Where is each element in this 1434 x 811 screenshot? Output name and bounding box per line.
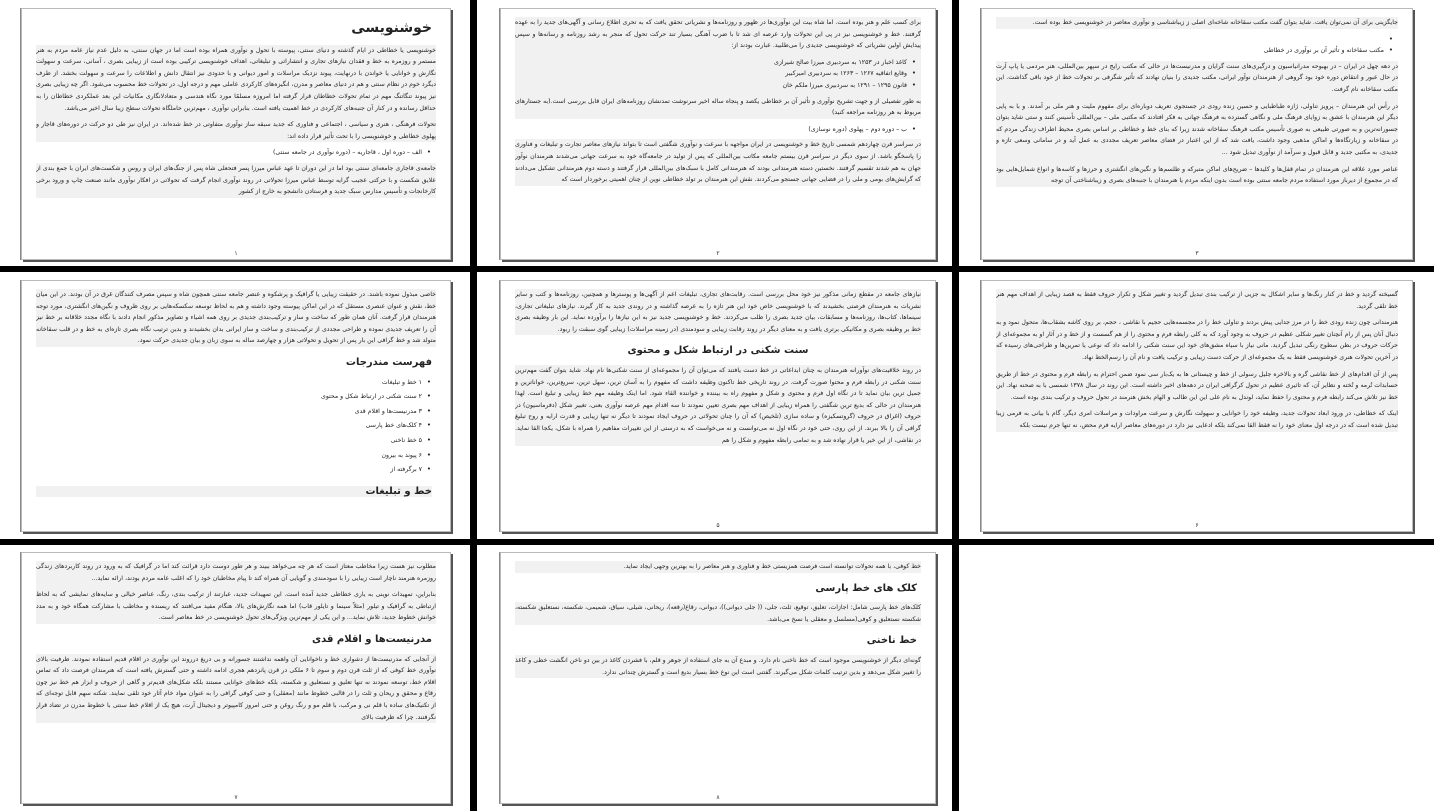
list-item: • الف – دوره اول ، قاجاریه – (دوره نوآوری در جامعه سنتی) <box>36 147 422 159</box>
paragraph: خاصی مبذول نموده باشند. در حقیقت زیبایی یا گرافیک و پرشکوه و عنصر جامعه سنتی همچون شاه و سپس مصرف کنندگان غرق در آن بودند. در این میان خط، نقش و عنوان عنصری مستقل که در این اماکن پیوسته وجود داشته و هم به لحاظ توسعه سکسکه‌هایی بر روی ظروف و نگین‌های انگشتری، مورد توجه هنرمندان قرار گرفت. آنان همان طور که ساخت و ساز و ترکیب‌بندی جدیدی بر روی همه اشیاء و تصاویر مذکور انجام دادند با نگاه مجدد خلاقانه بر خط نیز آن را تعریف جدیدی نموده و طراحی مجددی از ترکیب‌بندی و ساخت و ساز ایرانی بدان بخشیدند و بدین ترتیب نگاه بصری تازه‌ای به خط و در قلب سقاخانه متولد شد و خط گرافی این بار پس از تحویل و تحولاتی هزار و چهارصد ساله به سوی زبان و بیان جدیدی حرکت نمود. <box>36 291 436 345</box>
page-number: ۸ <box>716 794 720 801</box>
toc-item[interactable]: • ۲ سنت شکنی در ارتباط شکل و محتوی <box>36 391 422 403</box>
paragraph: گسیخته گردید و خط در کنار رنگ‌ها و سایر اشکال به جزیی از ترکیب بندی تبدیل گردید و تغییر شکل و تکرار حروف فقط به قصد زیبایی از اهداف مهم هنر خط تلقی گردید. <box>996 291 1398 310</box>
list-item: • کاغذ اخبار در ۱۲۵۳ به سردبیری میرزا صالح شیرازی <box>515 57 907 69</box>
grid-divider-v1 <box>470 0 477 811</box>
section-heading: خط و تبلیغات <box>36 486 432 498</box>
document-page-6 <box>981 280 1413 532</box>
toc-item[interactable]: • ۶ پیوند به بیرون <box>36 450 422 462</box>
paragraph: در روند خلاقیت‌های نوآورانه هنرمندان به چنان ابداعاتی در خط دست یافتند که می‌توان آن را مجموعه‌ای از سنت شکنی‌ها نام نهاد. شاید بتوان گفت مهم‌ترین سنت شکنی در رابطه فرم و محتوا صورت گرفت. در روند تاریخی خط تاکنون وظیفه داشت که مفهوم را به آسان ترین، سهل ترین، سریع‌ترین، خواناترین و جمیل ترین بیان نماید تا در نگاه اول فرم و محتوی و شکل و مفهوم راه به بیننده و خواننده القاء شود. اما اینک وظیفه مهم خط زیبایی و تبلیغ است. لهذا هنرمندان در حالی که بدیع ترین شگفتی را همراه زیبایی از اهداف مهم بصری تعیین نمودند تا سه اقدام مهم عرصه نوآوری بعنی، تغییر شکل (دفرماسیون) در حروف (اغراق در حروف (گروتسکیزه) و ساده سازی (تلخیص) که آن را چنان تحولاتی در حروف ایجاد نمودند تا دیگر نه تنها زیبایی و قدرت ارایه و روح تبلیغ گرافی آن را بالا ببرند. از این روی، حتی خود در نگاه اول نه می‌توانست و نه می‌خواست که به درستی از این تغییرات مفاهیم را همراه با شکل، یکجا القا نماید. در نقاشی، از این خیر یا قرار نهاده شد و به تمامی رابطه مفهوم و شکل را هم <box>515 366 921 444</box>
page-number: ۱ <box>234 250 238 257</box>
document-page-5 <box>500 280 936 532</box>
list-item: • وقایع اتفاقیه ۱۲۶۷ – ۱۲۶۳ به سردبیری امیرکبیر <box>515 68 907 80</box>
paragraph: تحولات فرهنگی ، هنری و سیاسی ، اجتماعی و فناوری که جدید سبقه ساز نوآوری متفاوتی در خط شده‌اند. در ایران نیز طی دو حرکت در دوره‌های قاجار و پهلوی خطاطی و خوشنویسی را با تحت تأثیر قرار داده اند: <box>36 121 436 140</box>
section-heading: خط ناخنی <box>866 635 917 647</box>
grid-divider-v2 <box>952 0 959 811</box>
paragraph: خط کوفی، با همه تحولات توانسته است فرصت همزیستی خط و فناوری و هنر معاصر را به بهترین وجهی ایجاد نماید. <box>623 563 921 570</box>
toc-item[interactable]: • ۵ خط ناخنی <box>36 435 422 447</box>
toc-title: فهرست مندرجات <box>345 356 432 368</box>
grid-divider-h1 <box>0 266 1434 272</box>
paragraph: جایگزینی برای آن نمی‌توان یافت. شاید بتوان گفت مکتب سقاخانه شاخه‌ای اصلی ز زیباشناسی و نوآوری معاصر در خوشنویسی خط بوده است. <box>1032 19 1398 26</box>
toc-item[interactable]: • ۳ مدرنیست‌ها و اقلام قدی <box>36 406 422 418</box>
document-page-2 <box>500 8 936 260</box>
document-page-7 <box>21 552 451 804</box>
grid-divider-h2 <box>0 539 1434 545</box>
list-item: • قانون ۱۲۹۵ – ۱۲۹۱ به سردبیری میرزا ملکم خان <box>515 80 907 92</box>
section-heading: مدرنیست‌ها و اقلام قدی <box>311 633 432 645</box>
table-of-contents <box>36 377 436 476</box>
page-title: خوشنویسی <box>351 20 432 36</box>
page-number: ۲ <box>716 250 720 257</box>
paragraph: بنابراین، تمهیدات نوینی به یاری خطاطی جدید آمده است. این تمهیدات جدید، عبارتند از ترکیب بندی، رنگ، عناصر خیالی و سایه‌های نمایشی که به لحاظ ارتباطی به گرافیک و تیلور (مثلاً سینما و تایلور قاب) اما همه نگارش‌های بالا، هنگام مفید می‌افتند که ریسنده و مخاطب با مشارکت همگاه خود و به مدد خوانش خطوط جدید، تلاش نماید... و این یکی از مهم‌ترین ویژگی‌های تحول خوشنویسی در خط معاصر است. <box>36 591 436 622</box>
paragraph: نیازهای جامعه در مقطع زمانی مذکور نیز خود محل بررسی است. رقابت‌های تجاری، تبلیغات اعم از آگهی‌ها و پوسترها و همچنین، روزنامه‌ها و کتب و سایر نشریات به هنرمندان فرصتی بخشیدند که با خوشنویسی خاص خود این هنر تازه را به عرصه گذاشته و در روندی جدید به کار گیرند. نیازهای تبلیغاتی تجاری، سینماها، کتاب‌ها، روزنامه‌ها و مسابقات، بیان جدید بصری را طلب می‌کردند. خط و خوشنویسی جدید نیز به این نیازها را برآورده نماید. این بار وظیفه بصری خط بر وظیفه بصری و مکانیکی برتری یافت و به معنای دیگر در روند رقابت زیبایی و سودمندی (در زمینه مراسلات) زیبایی گوی سبقت را ربود. <box>515 291 921 333</box>
paragraph: کلک‌های خط پارسی شامل: اجازات، تعلیق، توقیع، ثلث، جلی، (( جلی دیوانی))، دیوانی، رقاع(رقعه)، ریحانی، شیلی، سیاق، شمیمی، شکسته، نستعلیق شکسته، شکسته نستعلیق و کوفی(مسلسل و معقلی یا نسخ می‌باشد. <box>515 604 921 623</box>
paragraph: در دهه چهل در ایران – در بهبوحه مدرانیاسیون و درگیری‌های سنت گرایان و مدرنیست‌ها در حالی که مکتب رایج در سپهر بین‌المللی، هنر مردمی یا پاپ آرت در حال عبور و انتقاض دوره خود بود گروهی از هنرمندان نوآور ایرانی، مکتب جدیدی را بنیان نهادند که تأثیر شگرفی بر تحولات خط از خود باقی گذاشت. این مکتب سقاخانه نام گرفت. <box>996 62 1398 93</box>
paragraph: به طور تفصیلی از و جهت تشریح نوآوری و تأثیر آن بر خطاطی یکصد و پنجاه ساله اخیر سرنوشت تمدنشان روزنامه‌های ایران قابل بررسی است.(به جستارهای مربوط به هر روزنامه مراجعه کنید) <box>515 97 921 117</box>
list-item: • ب – دوره دوم – پهلوی (دوره نوسازی) <box>515 124 907 136</box>
document-page-4 <box>21 280 451 532</box>
paragraph: مطلوب نیز هست زیرا مخاطب معتاز است که هر چه می‌خواهد ببیند و هر طور دوست دارد قرائت کند اما در گرافیک که به ورود در روند کاربردهای زندگی روزمره هنرمند ناچار است زیبایی را با سودمندی و گویایی آن همراه کند تا پیام مخاطبان خود را که اغلب عامه مردم بودند، ارائه نماید... <box>36 563 436 582</box>
section-heading: کلک های خط پارسی <box>815 582 917 594</box>
document-page-3 <box>981 8 1413 260</box>
paragraph: جامعه‌ی قاجاری جامعه‌ای سنتی بود اما در این دوران تا عهد عباس میرزا پسر فتحعلی شاه پس از جنگ‌های ایران و روس و شکست‌های ایران با جمع بندی از علایق شکست و با حرکتی عجیب گرایه توسط عباس میرزا تحولاتی در روند نوآوری انجام گرفت که تحولاتی در افکار نوآوری مانند صنعت چاپ و ورود برخی کارخانجات و تأسیس مدارس سبک جدید و فرستادن دانشجو به خارج از کشور <box>36 164 436 196</box>
page-number: ۷ <box>234 794 238 801</box>
list-item: • مکتب سقاخانه و تأثیر آن بر نوآوری در خطاطی <box>996 45 1384 57</box>
document-page-1 <box>21 8 451 260</box>
paragraph: اینک که خطاطی، در ورود ابعاد تحولات جدید، وظیفه خود را خوانایی و سهولت نگارش و سرعت مراودات و مراسلات امری دیگر، گام با بیانی به فرمی زیبا تبدیل شده است که در درجه اول معنای خود را نه فقط القا نمی‌کند بلکه ادعایی نیز دارد در دوره‌های معاصر ارایه فرم محض، نه تنها جرم نیست بلکه <box>996 410 1398 429</box>
paragraph: هنرمندانی چون زنده رودی خط را در مرز جدایی پیش بردند و تناولی خط را در مجسمه‌هایی حجیم با نقاشی ، حجم، بر روی کاشه بشقاب‌ها، متحول نمود و به دنبال آنان پس از رام آنچنان تغییر شکلی عظیم در حروف به وجود آورد که به کلی رابطه فرم و محتوی را از هم گسست و از خط و در آثار او به مجموعه‌ای از حرکات حروف در بطن سطوح رنگی تبدیل گردید. مانی نیاز با سیاه مشق‌های خود این سنت شکنی را ادامه داد که نوعی یا تمرین‌ها و طراحی‌های رسیده که در آخرین تحولات هنری خوشنویسی فقط به یک مجموعه‌ای از حرکت دست زیبایی و ترکیب یافت و نام آن را رسم‌الخط نهاد. <box>996 319 1398 361</box>
toc-item[interactable]: • ۴ کلک‌های خط پارسی <box>36 420 422 432</box>
toc-item[interactable]: • ۷ برگرفته از <box>36 464 422 476</box>
list-item <box>996 34 1384 46</box>
page-number: ۶ <box>1195 522 1199 529</box>
paragraph: برای کسب علم و هنر بوده است. اما شاه بیت این نوآوری‌ها در ظهور و روزنامه‌ها و نشریاتی تحقق یافت که به تحری اطلاع رسانی و آگهی‌های جدید را به عهده گرفتند. خط و خوشنویسی نیز در پی این تحولات وارد عرصه ای شد تا با ضرب آهنگی بسیار تند حرکت تحول که منجر به رشد روزنامه و رسانه‌ها و سپس پیدایش اولین نشریاتی که خوشنویسی جدیدی را می‌طلبید. عبارت بودند از: <box>515 19 921 50</box>
paragraph: خوشنویسی یا خطاطی در ایام گذشته و دنیای سنتی، پیوسته با تحول و نوآوری همراه بوده است اما در جهان سنتی، به دلیل عدم نیاز عامه مردم به هنر مستمر و روزمره به خط و فقدان نیازهای تجاری و انتشاراتی و تبلیغاتی، اهداف خوشنویسی ترکیبی بوده است از زیبایی بصری ، آسانی، سرعت و سهولت نگارش و خوانایی یا خواندن با درنهایت، پیوند نزدیک مراسلات و امور دیوانی و با حدودی نیز انتقال دانش و اطلاعات را سرعت و سهولت بخشد. از طرف دیگرد خوم در نظام سنتی و هم در دنیای معاصر و مدرن، انگیزه‌های کارکردی عاملی مهم و درجه اول، در تحولات خط محسوب می‌شود. اگر چه زیبایی بصری نیز پیوند تنگاتنگ مهم در تمام تحولات خطاطان قرار گرفته اما امروزه مسلمًا مورد نگاه هندسی و متعادلانگاری مکانیات این بعد عملکردی خطاطان را به حداقل رسانده و در کنار آن جنبه‌های کارکردی در خط اهمیت یافته است. بنابراین نوآوری ، مهم‌ترین حاملگاه تحولات سطح زیبا سال اخیر می‌باشد. <box>36 46 436 112</box>
page-number: ۳ <box>1195 250 1199 257</box>
paragraph: در رأس این هنرمندان – پرویز تناولی، ژازه طباطبایی و حسین زنده رودی در جستجوی تعریف دوباره‌ای برای مفهوم ملیت و هنر ملی بر آمدند. و با به پایی دیگر این هنرمندان با عشق به زوایای فرهنگ ملی و نگاهی گسترده به فرهنگ جهانی به فکر افتادند که مکتبی ملی – بین‌المللی تأسیس کنند و ستی شاید بتوان جسورانه‌ترین و به صورتی طبیعی به صوری تأسیس مکتب فرهنگ سقاخانه شدند زیرا که بنای خط و خطاطی بر اساس بصری محیط اطراف زندگی مردم که در سقاخانه و زیارتگاه‌ها و اماکن مذهبی وجود داشت، یافت شد که از این اعتبار در فضای معاصر تعریف مجددی به عمل آید و در سامانی وسعی تازه و جدیدی، به مکتبی جدید و قابل قبول و سرآمد از نوآوری تبدیل شود ... <box>996 102 1398 156</box>
toc-item[interactable]: • ۱ خط و تبلیغات <box>36 377 422 389</box>
paragraph: عناصر مورد علاقه این هنرمندان در تمام قفل‌ها و کلیدها – ضریح‌های اماکن متبرکه و طلسم‌ها و نگین‌های انگشتری و حرزها و کاسه‌ها و انواع شمایل‌هایی بود که در مجموع از دیرباز مورد استفاده مردم جامعه سنتی بوده است بدون اینکه مردم یا هنرمندان با جنبه‌های بصری و زیباشناختی آن توجه <box>996 165 1398 185</box>
document-page-8 <box>500 552 936 804</box>
paragraph: گونه‌ای دیگر از خوشنویسی موجود است که خط ناخنی نام دارد. و مبدع آن به جای استفاده از جوهر و قلم، با فشردن کاغذ در بین دو ناخن انگشت خطی و کاغذ را تغییر شکل می‌دهد و بدین ترتیب کلمات شکل می‌گیرند. گفتنی است این نوع خط بسیار بدیع است و گسترش چندانی ندارد. <box>515 656 921 676</box>
paragraph: پس از آن اقدام‌های از خط نقاشی گره و بالاخره جلیل رسولی از خط و چیستانی ها به یک‌بار سی نمود ضمن احترام به رابطه فرم و محتوی در خط از طریق حسابدات تُرمه و تُخته و نظایر آن، که تاثیری عظیم در تحول کرگرافی ایران در دهه‌های اخیر داشته است. این روند در سال ۱۳۷۸ شمسی با به صحنه نهاد. این خط نیز تلاش می‌کند رابطه فرم و محتوی را حفظ نماید، لوندل به نام علی این این طالب و الهام بخش هنرمند در تحول حروف و ترکیب بندی بوده است. <box>996 370 1398 401</box>
page-number: ۵ <box>716 522 720 529</box>
paragraph: در سراسر قرن چهاردهم شمسی تاریخ خط و خوشنویسی در ایران مواجهه با سرعت و نوآوری شگفتی است تا بتواند نیازهای معاصر تجارت و تبلیغات و فناوری را پاسخگو باشد. از سوی دیگر در سراسر قرن بیستم جامعه مکاتب بین‌المللی که پس از تولید در جامعه‌گاه خود به سرعت جهانی می‌شدند هنرمندان نوآور جهان به هم شدند تقسیم گرفتند. نخستین دسته هنرمندانی بودند که هنرمندانی کامل با سبک‌های بین‌المللی قرار گرفتند و دسته دوم هنرمندانی تشکیل می‌دادند که گرایش‌های بومی و ملی را در فضایی جهانی جستجو می‌کردند. نقش این هنرمندان بر تولد خطاطی نوین از چنان اهمیتی برخوردار است که <box>515 141 921 184</box>
section-heading: سنت شکنی در ارتباط شکل و محتوی <box>627 345 809 357</box>
paragraph: از آنجایی که مدرنیست‌ها از دشواری خط و ناخوانایی آن واهمه نداشتند جسورانه و بی دریغ درروند این نوآوری در اقلام قدیم استفاده نمودند. ظرفیت بالای نوآوری خط کوفی که از ثلث قرن دوم و سوم تا ۶ ملکی در قرن پانزدهم هجری ادامه داشته و حتی گسترش یافته است که هنرمندان فرصت داد که تماس اقلام خط، توسعه نمودند نه تنها تعلیق و نستعلیق و شکسته، بلکه خط‌های خوانایی مستند بلکه شکل‌های قدیم‌تر و گاهی از حروف و ابزار هم خط نیز چون رقاع و محقق و ریحان و ثلث را در قالبی خطوط مانند (معقلی) و حتی کوفی گرافی را به عنوان مواد خام آثار خود تلقی نمایند. شکنه سهم قابل توجه‌ای که از تکنیک‌های ساده با قلم نی و مرکب، با قلم مو و رنگ روغن و حتی امروز کامپیوتر و دیجیتال آرت، هیچ یک از اقلام خط سنتی با خطوط مدرن در تضاد قرار نگرفتند. چرا که ظرفیت بالای <box>36 655 436 721</box>
